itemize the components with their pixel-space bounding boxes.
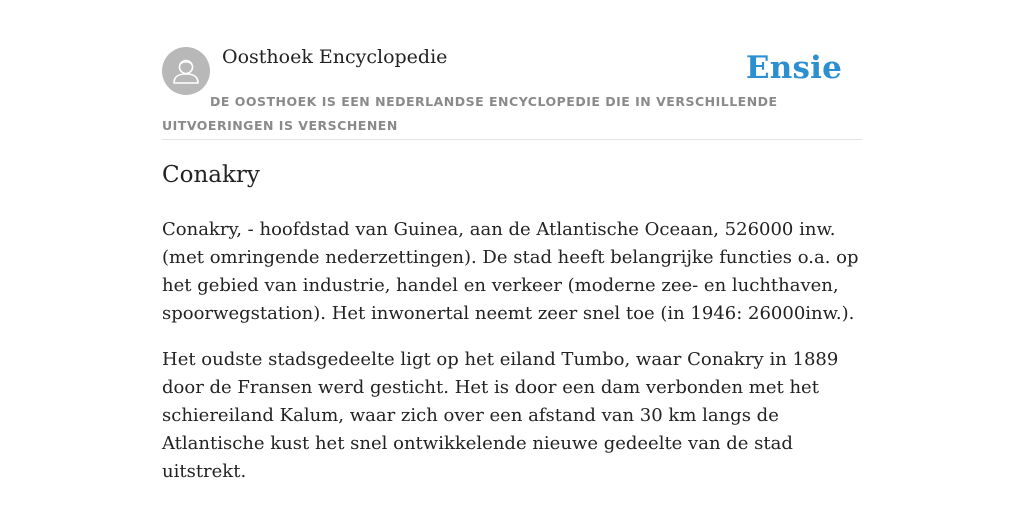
source-name[interactable]: Oosthoek Encyclopedie bbox=[222, 46, 448, 68]
avatar[interactable] bbox=[162, 47, 210, 95]
article-paragraph: Conakry, - hoofdstad van Guinea, aan de Atlantische Oceaan, 526000 inw. (met omringende nederzettingen). De stad heeft belangrijke functies o.a. op het gebied van industrie, handel en verkeer (moderne zee- en luchthaven, spoorwegstation). Het inwonertal neemt zeer snel toe (in 1946: 26000inw.). bbox=[162, 219, 859, 324]
article-title: Conakry bbox=[162, 162, 260, 188]
article-body bbox=[162, 216, 862, 504]
source-header bbox=[162, 0, 862, 140]
article-paragraph: Het oudste stadsgedeelte ligt op het eiland Tumbo, waar Conakry in 1889 door de Fransen werd gesticht. Het is door een dam verbonden met het schiereiland Kalum, waar zich over een afstand van 30 km langs de Atlantische kust het snel ontwikkelende nieuwe gedeelte van de stad uitstrekt. bbox=[162, 349, 839, 482]
source-tagline: DE OOSTHOEK IS EEN NEDERLANDSE ENCYCLOPEDIE DIE IN VERSCHILLENDE UITVOERINGEN IS VERSCHENEN bbox=[162, 94, 778, 133]
page-container bbox=[162, 0, 862, 482]
brand-logo[interactable]: Ensie bbox=[745, 50, 842, 86]
user-silhouette-icon bbox=[162, 47, 210, 95]
